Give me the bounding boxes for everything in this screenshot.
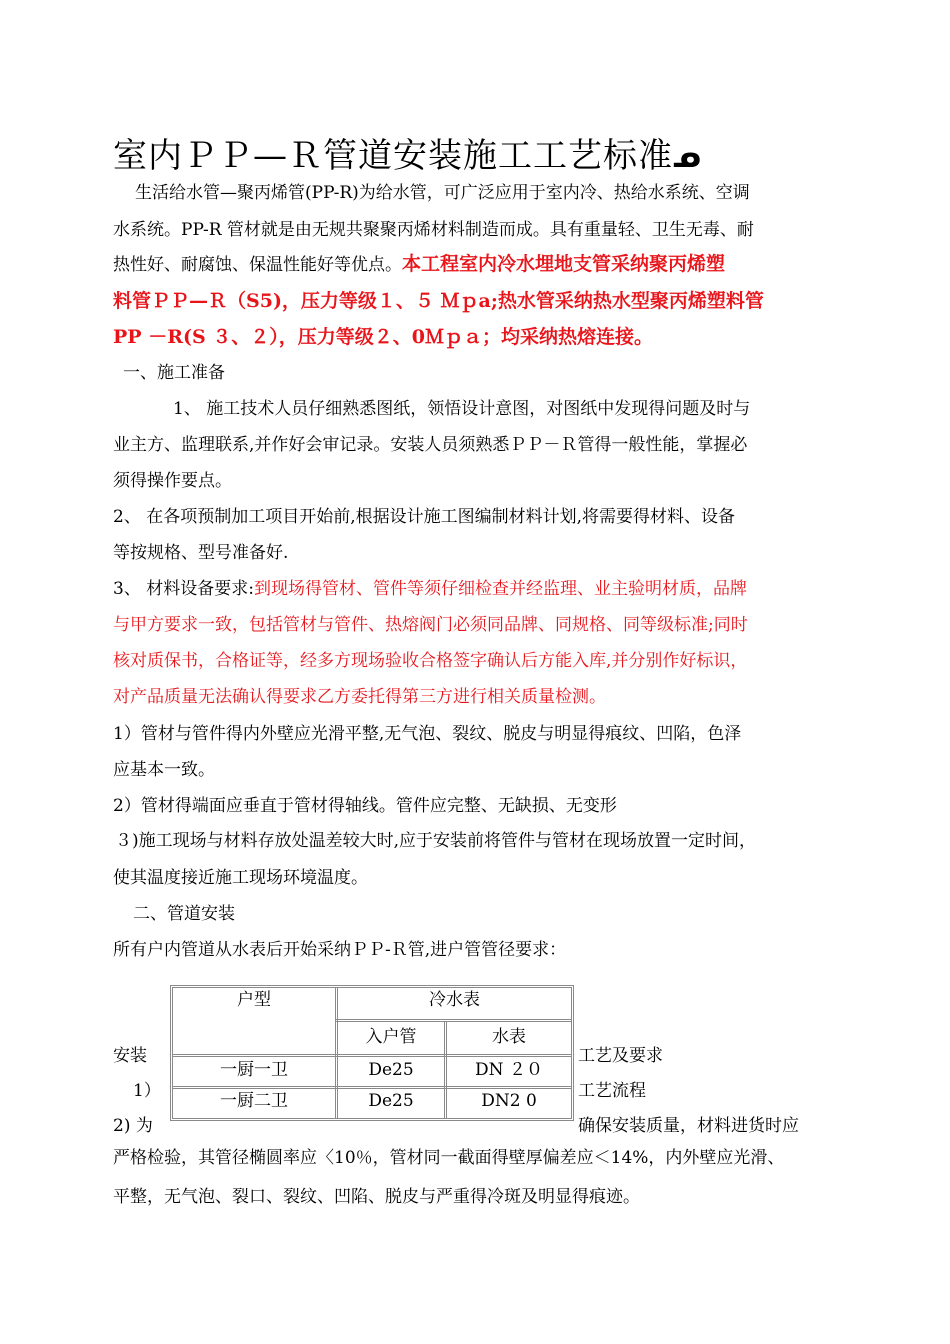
material-sub-2: 2）管材得端面应垂直于管材得轴线。管件应完整、无缺损、无变形 — [113, 796, 617, 816]
side-left-install: 安装 — [113, 1046, 147, 1066]
closing-line-2: 平整，无气泡、裂口、裂纹、凹陷、脱皮与严重得冷斑及明显得痕迹。 — [113, 1187, 640, 1207]
intro-line-3 — [113, 246, 725, 284]
title-text: 室内ＰＰ—Ｒ管道安装施工工艺标准 — [113, 136, 673, 176]
prep-item-3-line-4: 对产品质量无法确认得要求乙方委托得第三方进行相关质量检测。 — [113, 687, 606, 707]
material-sub-1-line-2: 应基本一致。 — [113, 760, 215, 780]
intro-line-3-emphasis: 本工程室内冷水埋地支管采纳聚丙烯塑 — [402, 253, 726, 275]
table-row-1-type: 一厨一卫 — [220, 1060, 288, 1080]
table-subheader-inlet: 入户管 — [365, 1027, 417, 1047]
install-intro: 所有户内管道从水表后开始采纳ＰＰ-Ｒ管,进户管管径要求： — [113, 940, 567, 960]
side-right-process-flow: 工艺流程 — [578, 1081, 646, 1101]
intro-line-3-text: 热性好、耐腐蚀、保温性能好等优点。 — [113, 255, 402, 275]
pipe-size-table — [170, 985, 574, 1121]
prep-item-1-line-1: 1、 施工技术人员仔细熟悉图纸，领悟设计意图，对图纸中发现得问题及时与 — [173, 399, 751, 419]
intro-line-5: PP －R(S ３、２），压力等级２、0Ｍｐａ；均采纳热熔连接。 — [113, 326, 654, 348]
prep-item-2-line-2: 等按规格、型号准备好. — [113, 543, 289, 563]
table-header-cold-meter: 冷水表 — [429, 990, 480, 1010]
side-left-item-1: 1） — [133, 1081, 161, 1101]
title-mark: ᓄ — [673, 140, 702, 175]
document-title — [113, 128, 702, 177]
side-left-item-2: 2) 为 — [113, 1116, 153, 1136]
prep-item-2-line-1: 2、 在各项预制加工项目开始前,根据设计施工图编制材料计划,将需要得材料、设备 — [113, 507, 736, 527]
table-row-2-type: 一厨二卫 — [220, 1091, 288, 1111]
section-heading-install: 二、管道安装 — [133, 904, 235, 924]
table-header-type: 户型 — [237, 990, 271, 1010]
table-row-1-inlet: De25 — [368, 1060, 414, 1080]
intro-line-1: 生活给水管—聚丙烯管(PP-R)为给水管，可广泛应用于室内冷、热给水系统、空调 — [135, 183, 750, 203]
prep-item-3-line-3: 核对质保书，合格证等，经多方现场验收合格签字确认后方能入库,并分别作好标识， — [113, 651, 748, 671]
table-subheader-meter: 水表 — [492, 1027, 526, 1047]
prep-item-3-line-2: 与甲方要求一致，包括管材与管件、热熔阀门必须同品牌、同规格、同等级标准;同时 — [113, 615, 748, 635]
material-sub-1-line-1: 1）管材与管件得内外壁应光滑平整,无气泡、裂纹、脱皮与明显得痕纹、凹陷，色泽 — [113, 724, 742, 744]
prep-item-1-line-3: 须得操作要点。 — [113, 471, 232, 491]
intro-line-2: 水系统。PP-R 管材就是由无规共聚聚丙烯材料制造而成。具有重量轻、卫生无毒、耐 — [113, 220, 754, 240]
prep-item-3-requirement: 到现场得管材、管件等须仔细检查并经监理、业主验明材质，品牌 — [253, 579, 747, 599]
closing-line-1: 严格检验，其管径椭圆率应〈10％，管材同一截面得壁厚偏差应＜14%，内外壁应光滑、 — [113, 1148, 785, 1168]
table-row-2-meter: DN2 0 — [481, 1091, 537, 1111]
table-row-1-meter: DN ２０ — [475, 1060, 543, 1080]
material-sub-3-line-2: 使其温度接近施工现场环境温度。 — [113, 868, 368, 888]
section-heading-prep: 一、施工准备 — [123, 363, 225, 383]
prep-item-1-line-2: 业主方、监理联系,并作好会审记录。安装人员须熟悉ＰＰ－Ｒ管得一般性能，掌握必 — [113, 435, 748, 455]
side-right-process-requirements: 工艺及要求 — [578, 1046, 663, 1066]
table-row-2-inlet: De25 — [368, 1091, 414, 1111]
intro-line-4: 料管ＰＰ—Ｒ（S5)，压力等级１、５ Ｍｐa;热水管采纳热水型聚丙烯塑料管 — [113, 290, 764, 312]
material-sub-3-line-1: ３)施工现场与材料存放处温差较大时,应于安装前将管件与管材在现场放置一定时间， — [115, 831, 757, 851]
prep-item-3-line-1 — [113, 571, 747, 608]
side-right-quality: 确保安装质量，材料进货时应 — [578, 1116, 799, 1136]
prep-item-3-prefix: 3、 材料设备要求: — [113, 579, 254, 599]
